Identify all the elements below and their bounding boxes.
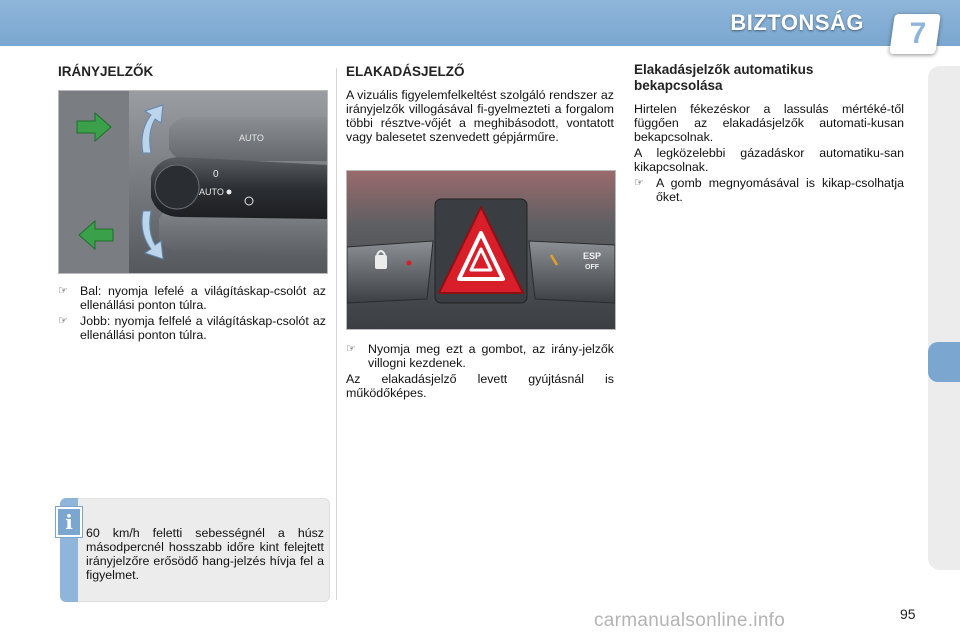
hazard-button-photo	[346, 170, 616, 330]
page-number: 95	[900, 606, 916, 622]
bullet-switch-off: ☞ A gomb megnyomásával is kikap-csolhatja őket.	[634, 176, 904, 204]
auto-hazard-para2: A legközelebbi gázadáskor automatiku-san kikapcsolnak.	[634, 146, 904, 174]
pointing-hand-icon: ☞	[634, 177, 644, 189]
bullet-press-hazard: ☞ Nyomja meg ezt a gombot, az irány-jelzők villogni kezdenek.	[346, 342, 614, 370]
svg-text:ESP: ESP	[583, 251, 602, 261]
auto-hazard-para1: Hirtelen fékezéskor a lassulás mértéké-től függően az elakadásjelzők automati-kusan bekapcsolnak.	[634, 102, 904, 144]
section-title: BIZTONSÁG	[730, 10, 864, 35]
turn-signal-stalk-photo	[58, 90, 328, 274]
chapter-side-tab	[928, 66, 960, 570]
column-divider	[336, 68, 337, 600]
svg-text:OFF: OFF	[585, 264, 599, 271]
hazard-intro: A vizuális figyelemfelkeltést szolgáló rendszer az irányjelzők villogásával fi-gyelmezteti a forgalom többi résztve-vőjét a meghibásodott, vontatott vagy balesetet szenvedett gépjárműre.	[346, 88, 614, 144]
watermark: carmanualsonline.info	[594, 610, 786, 631]
stalk-illustration	[59, 91, 327, 273]
info-text: 60 km/h feletti sebességnél a húsz másodpercnél hosszabb időre kint felejtett irányjelzőre erősödő hang-jelzés hívja fel a figyelmet.	[86, 526, 324, 582]
auto-hazard-heading-line2: bekapcsolása	[634, 78, 723, 93]
pointing-hand-icon: ☞	[346, 343, 356, 355]
bullet-left-turn: ☞ Bal: nyomja lefelé a világításkap-csolót az ellenállási ponton túlra.	[58, 284, 326, 312]
chapter-side-tab-active	[928, 342, 960, 382]
hazard-note: Az elakadásjelző levett gyújtásnál is működőképes.	[346, 372, 614, 400]
turn-signal-heading: IRÁNYJELZŐK	[58, 64, 154, 79]
svg-text:AUTO: AUTO	[239, 133, 264, 143]
bullet-right-turn: ☞ Jobb: nyomja felfelé a világításkap-csolót az ellenállási ponton túlra.	[58, 314, 326, 342]
svg-text:AUTO: AUTO	[199, 187, 224, 197]
auto-hazard-heading-line1: Elakadásjelzők automatikus	[634, 62, 814, 77]
hazard-illustration	[347, 171, 615, 329]
hazard-heading: ELAKADÁSJELZŐ	[346, 64, 465, 79]
info-icon: i	[56, 507, 82, 537]
pointing-hand-icon: ☞	[58, 315, 68, 327]
pointing-hand-icon: ☞	[58, 285, 68, 297]
svg-text:0: 0	[213, 169, 219, 180]
chapter-number: 7	[909, 17, 927, 50]
